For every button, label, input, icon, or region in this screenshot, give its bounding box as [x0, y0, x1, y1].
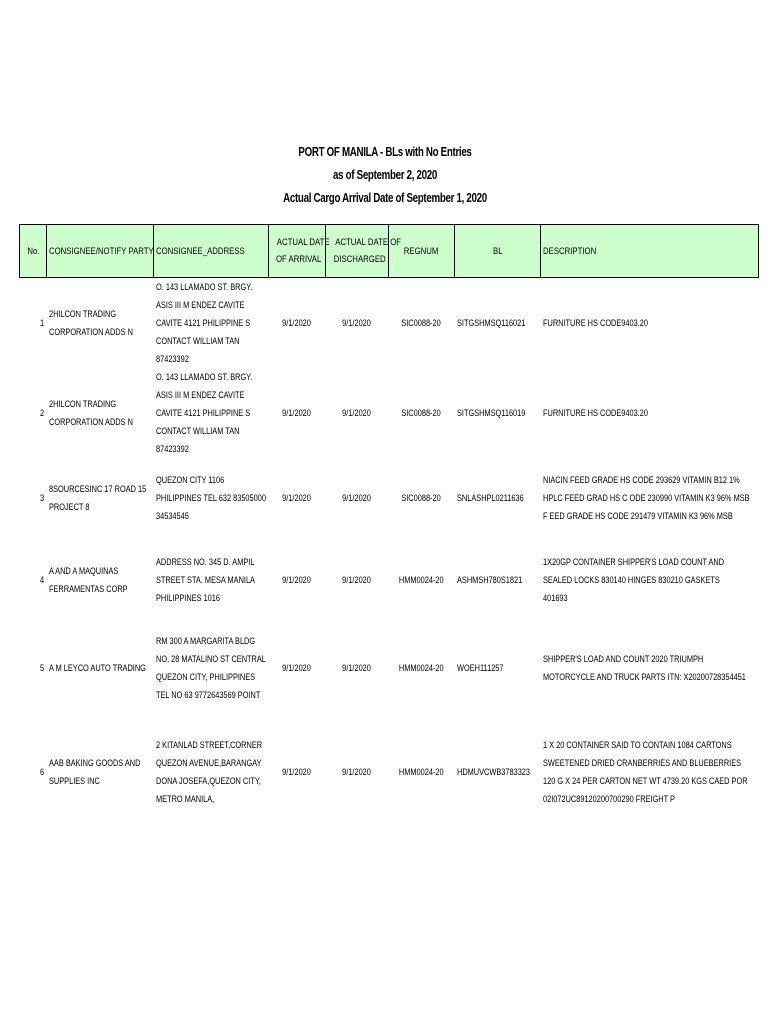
arrival-date-cell: 9/1/2020 [282, 663, 312, 673]
table-row [20, 278, 759, 369]
discharged-date-cell: 9/1/2020 [342, 575, 372, 585]
table-row [20, 714, 759, 830]
table-header-row [20, 225, 759, 278]
bl-cell: HDMUVCWB3783323 [456, 767, 530, 777]
discharged-date-cell: 9/1/2020 [342, 408, 372, 418]
regnum-cell: HMM0024-20 [399, 575, 444, 585]
bl-cell: SNLASHPL0211636 [456, 493, 524, 503]
description-cell: NIACIN FEED GRADE HS CODE 293629 VITAMIN B12 1% HPLC FEED GRAD HS C ODE 230990 VITAMIN K3 96% MSB F EED GRADE HS CODE 291479 VITAMIN K3 96% MSB [542, 475, 750, 521]
bl-cell: SITGSHMSQ116019 [456, 408, 525, 418]
col-regnum: REGNUM [389, 225, 455, 278]
table-row [20, 622, 759, 714]
col-consignee: CONSIGNEE/NOTIFY PARTY [47, 225, 154, 278]
regnum-cell: SIC0088-20 [401, 318, 442, 328]
col-bl: BL [455, 225, 541, 278]
regnum-cell: HMM0024-20 [399, 767, 444, 777]
discharged-date-cell: 9/1/2020 [342, 318, 372, 328]
bl-cell: ASHMSH780S1821 [456, 575, 522, 585]
arrival-date-cell: 9/1/2020 [282, 408, 312, 418]
discharged-date-cell: 9/1/2020 [342, 493, 372, 503]
description-cell: 1X20GP CONTAINER SHIPPER'S LOAD COUNT AND SEALED LOCKS 830140 HINGES 830210 GASKETS 401693 [542, 557, 724, 603]
address-cell: 2 KITANLAD STREET,CORNER QUEZON AVENUE,BARANGAY DONA JOSEFA,QUEZON CITY, METRO MANILA, [155, 740, 262, 804]
report-title-block [85, 141, 686, 210]
address-cell: O. 143 LLAMADO ST. BRGY. ASIS III M ENDEZ CAVITE CAVITE 4121 PHILIPPINE S CONTACT WILLIAM TAN 87423392 [155, 282, 252, 364]
row-number: 5 [40, 663, 45, 673]
table-row [20, 538, 759, 622]
arrival-date-cell: 9/1/2020 [282, 575, 312, 585]
consignee-cell: 2HILCON TRADING CORPORATION ADDS N [48, 399, 133, 427]
description-cell: FURNITURE HS CODE9403.20 [542, 408, 648, 418]
col-address: CONSIGNEE_ADDRESS [154, 225, 269, 278]
description-cell: 1 X 20 CONTAINER SAID TO CONTAIN 1084 CARTONS SWEETENED DRIED CRANBERRIES AND BLUEBERRIES 120 G X 24 PER CARTON NET WT 4739.20 KGS CAED POR 02I072UC891202007002​90 FREIGHT P [542, 740, 748, 804]
col-description: DESCRIPTION [541, 225, 759, 278]
col-discharged: ACTUAL DATE OF DISCHARGED [326, 225, 389, 278]
arrival-date-cell: 9/1/2020 [282, 493, 312, 503]
description-cell: SHIPPER'S LOAD AND COUNT 2020 TRIUMPH MOTORCYCLE AND TRUCK PARTS ITN: X20200728354451 [542, 654, 746, 682]
consignee-cell: A M LEYCO AUTO TRADING [48, 663, 146, 673]
description-cell: FURNITURE HS CODE9403.20 [542, 318, 648, 328]
address-cell: RM 300 A MARGARITA BLDG NO. 28 MATALINO ST CENTRAL QUEZON CITY, PHILIPPINES TEL NO 63 9772643569 POINT [155, 636, 266, 700]
bl-cell: SITGSHMSQ116021 [456, 318, 525, 328]
address-cell: ADDRESS NO. 345 D. AMPIL STREET STA. MESA MANILA PHILIPPINES 1016 [155, 557, 255, 603]
report-arrival-date: Actual Cargo Arrival Date of September 1, 2020 [283, 191, 487, 205]
arrival-date-cell: 9/1/2020 [282, 318, 312, 328]
regnum-cell: SIC0088-20 [401, 493, 442, 503]
discharged-date-cell: 9/1/2020 [342, 767, 372, 777]
report-title: PORT OF MANILA - BLs with No Entries [298, 145, 472, 159]
discharged-date-cell: 9/1/2020 [342, 663, 372, 673]
consignee-cell: A AND A MAQUINAS FERRAMENTAS CORP [48, 566, 128, 594]
row-number: 6 [40, 767, 45, 777]
address-cell: QUEZON CITY 1106 PHILIPPINES TEL 632 83505000 34534545 [155, 475, 266, 521]
address-cell: O. 143 LLAMADO ST. BRGY. ASIS III M ENDEZ CAVITE CAVITE 4121 PHILIPPINE S CONTACT WILLIAM TAN 87423392 [155, 372, 252, 454]
bl-cell: WOEH111257 [456, 663, 503, 673]
regnum-cell: SIC0088-20 [401, 408, 442, 418]
row-number: 4 [40, 575, 45, 585]
table-row [20, 368, 759, 458]
consignee-cell: 2HILCON TRADING CORPORATION ADDS N [48, 309, 133, 337]
report-date: as of September 2, 2020 [333, 168, 437, 182]
consignee-cell: AAB BAKING GOODS AND SUPPLIES INC [48, 758, 140, 786]
row-number: 1 [40, 318, 45, 328]
table-row [20, 458, 759, 538]
regnum-cell: HMM0024-20 [399, 663, 444, 673]
col-no: No. [20, 225, 47, 278]
consignee-cell: 8SOURCESINC 17 ROAD 15 PROJECT 8 [48, 484, 146, 512]
row-number: 3 [40, 493, 45, 503]
bl-table [19, 224, 759, 830]
arrival-date-cell: 9/1/2020 [282, 767, 312, 777]
col-arrival: ACTUAL DATE OF ARRIVAL [269, 225, 326, 278]
row-number: 2 [40, 408, 45, 418]
